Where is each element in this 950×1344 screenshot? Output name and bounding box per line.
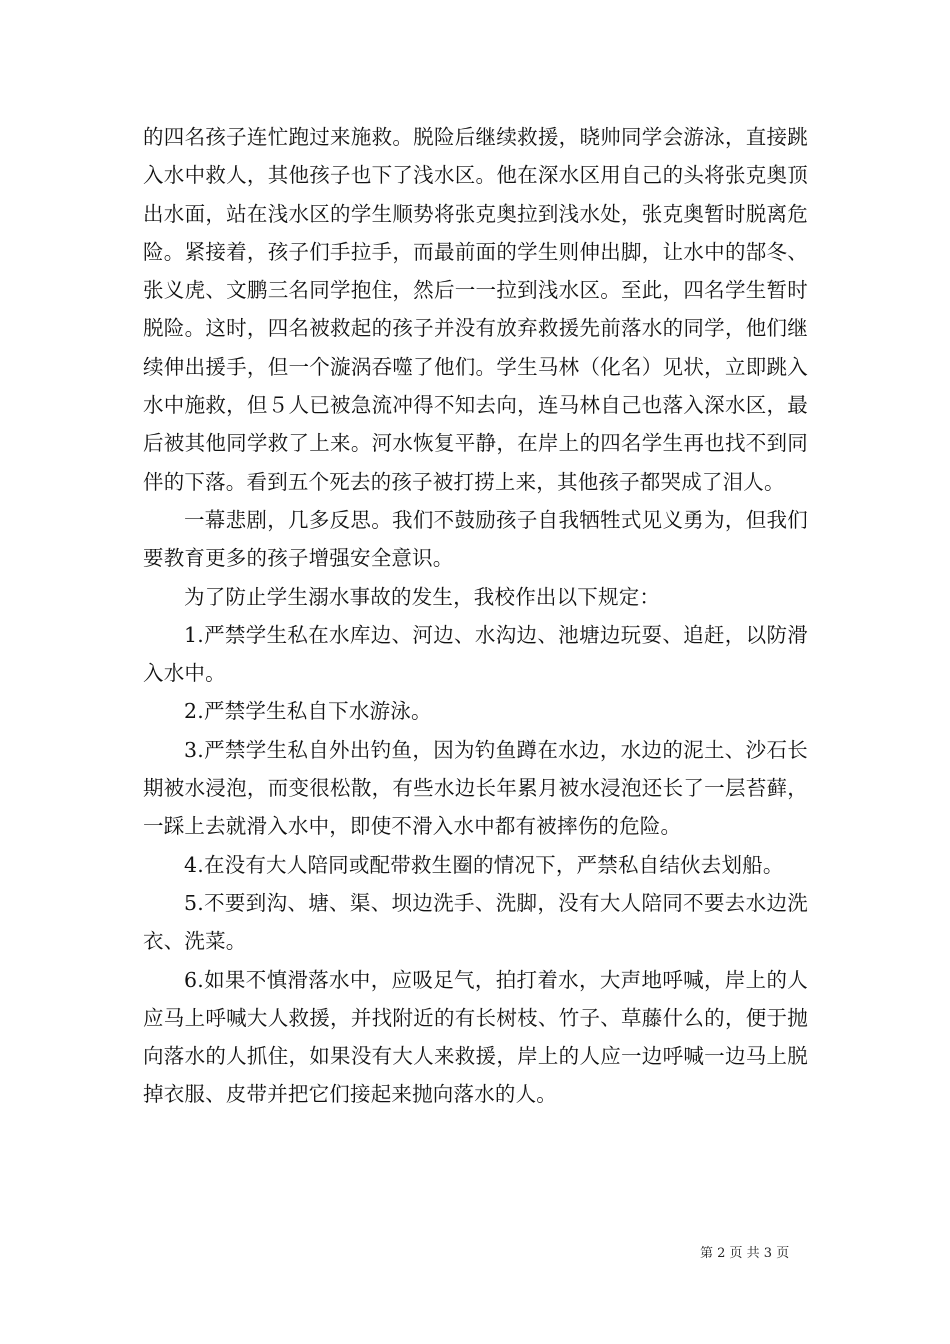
rule-item-3: 3.严禁学生私自外出钓鱼，因为钓鱼蹲在水边，水边的泥土、沙石长期被水浸泡，而变很松散，有些水边长年累月被水浸泡还长了一层苔藓，一踩上去就滑入水中，即使不滑入水中都有被摔伤的危险。	[143, 737, 808, 839]
rule-item-4: 4.在没有大人陪同或配带救生圈的情况下，严禁私自结伙去划船。	[184, 852, 784, 877]
rule-item-6: 6.如果不慎滑落水中，应吸足气，拍打着水，大声地呼喊，岸上的人应马上呼喊大人救援，并找附近的有长树枝、竹子、草藤什么的，便于抛向落水的人抓住，如果没有大人来救援，岸上的人应一边呼喊一边马上脱掉衣服、皮带并把它们接起来抛向落水的人。	[143, 967, 808, 1107]
rule-item-1: 1.严禁学生私在水库边、河边、水沟边、池塘边玩耍、追赶，以防滑入水中。	[143, 622, 808, 686]
paragraph-rules-intro: 为了防止学生溺水事故的发生，我校作出以下规定：	[184, 584, 661, 609]
rule-item-2: 2.严禁学生私自下水游泳。	[184, 699, 432, 724]
page-number-footer: 第 2 页 共 3 页	[700, 1246, 790, 1261]
paragraph-rescue-narrative: 的四名孩子连忙跑过来施救。脱险后继续救援，晓帅同学会游泳，直接跳入水中救人，其他孩子也下了浅水区。他在深水区用自己的头将张克奥顶出水面，站在浅水区的学生顺势将张克奥拉到浅水处，张克奥暂时脱离危险。紧接着，孩子们手拉手，而最前面的学生则伸出脚，让水中的郜冬、张义虎、文鹏三名同学抱住，然后一一拉到浅水区。至此，四名学生暂时脱险。这时，四名被救起的孩子并没有放弃救援先前落水的同学，他们继续伸出援手，但一个漩涡吞噬了他们。学生马林（化名）见状，立即跳入水中施救，但５人已被急流冲得不知去向，连马林自己也落入深水区，最后被其他同学救了上来。河水恢复平静，在岸上的四名学生再也找不到同伴的下落。看到五个死去的孩子被打捞上来，其他孩子都哭成了泪人。	[143, 125, 808, 494]
body-text	[143, 118, 808, 1114]
rule-item-5: 5.不要到沟、塘、渠、坝边洗手、洗脚，没有大人陪同不要去水边洗衣、洗菜。	[143, 890, 808, 954]
paragraph-reflection: 一幕悲剧，几多反思。我们不鼓励孩子自我牺牲式见义勇为，但我们要教育更多的孩子增强安全意识。	[143, 507, 808, 571]
